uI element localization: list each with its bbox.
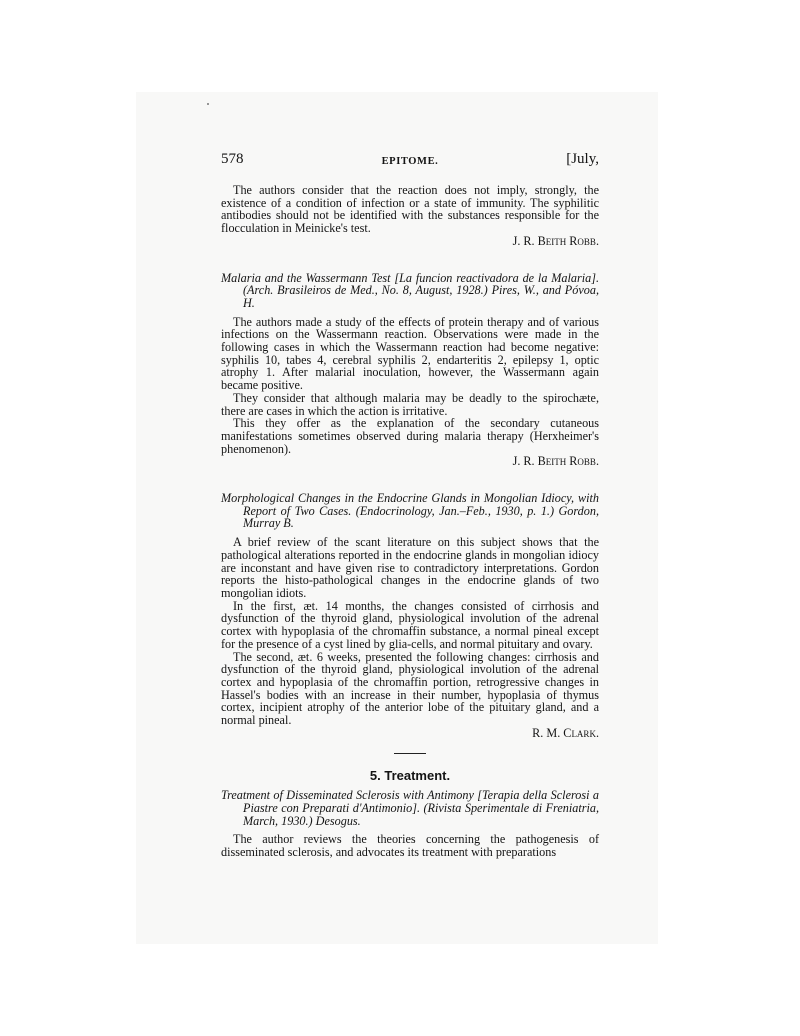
article-authors: Pires, W., and Póvoa, H. — [243, 283, 599, 310]
citation — [221, 272, 599, 310]
article-source: (Endocrinology, Jan.–Feb., 1930, p. 1.) — [355, 503, 555, 518]
running-title: EPITOME. — [381, 156, 439, 167]
issue-label: [July, — [566, 151, 599, 167]
scan-speck — [207, 103, 209, 105]
abstract-paragraph: The authors made a study of the effects of protein therapy and of various infections on the Wassermann reaction. Observations were made in the following cases in which the Wassermann reaction had become negative: syphilis 10, tabes 4, cerebral syphilis 2, endarteritis 2, epilepsy 1, optic atrophy 1. After malarial inoculation, however, the Wassermann again became positive. — [221, 314, 599, 393]
section-divider — [394, 753, 426, 754]
abstract-mongolian-idiocy — [221, 492, 599, 739]
abstract-paragraph: In the first, æt. 14 months, the changes consisted of cirrhosis and dysfunction of the thyroid gland, physiological involution of the adrenal cortex with hypoplasia of the chromaffin substance, a normal pineal except for the presence of a cyst lined by glia-cells, and normal pituitary and ovary. — [221, 598, 599, 651]
page-header — [221, 150, 599, 170]
abstract-paragraph: The author reviews the theories concerning the pathogenesis of disseminated sclerosis, and advocates its treatment with preparations — [221, 832, 599, 859]
article-authors: Gordon, Murray B. — [243, 503, 599, 531]
abstract-antimony — [221, 789, 599, 859]
text-column — [221, 150, 599, 859]
abstract-paragraph: A brief review of the scant literature on this subject shows that the pathological alterations reported in the endocrine glands in mongolian idiocy are inconstant and have given rise to contradictory interpretations. Gordon reports the histo-pathological changes in the endocrine glands of two mongolian idiots. — [221, 535, 599, 600]
abstract-paragraph: They consider that although malaria may be deadly to the spirochæte, there are cases in which the action is irritative. — [221, 390, 599, 418]
article-authors: Desogus. — [315, 813, 361, 828]
section-heading: 5. Treatment. — [369, 768, 451, 784]
article-source: (Arch. Brasileiros de Med., No. 8, August, 1928.) — [243, 283, 488, 298]
article-title: Treatment of Disseminated Sclerosis with Antimony [Terapia della Sclerosi a Piastre con Preparati d'Antimonio]. — [221, 788, 599, 815]
author-signature: J. R. Beith Robb. — [512, 454, 599, 469]
abstract-paragraph: This they offer as the explanation of the secondary cutaneous manifestations sometimes observed during malaria therapy (Herxheimer's phenomenon). — [221, 416, 599, 456]
page-number: 578 — [221, 151, 244, 167]
abstract-reaction — [221, 184, 599, 248]
citation — [221, 789, 599, 827]
citation — [221, 492, 599, 530]
article-title: Malaria and the Wassermann Test [La funcion reactivadora de la Malaria]. — [221, 270, 599, 285]
author-signature: R. M. Clark. — [532, 725, 599, 740]
abstract-malaria — [221, 272, 599, 469]
abstract-paragraph: The second, æt. 6 weeks, presented the following changes: cirrhosis and dysfunction of the thyroid gland, physiological involution of the adrenal cortex and hypoplasia of the chromaffin portion, retrogressive changes in Hassel's bodies with an increase in their number, hypoplasia of thymus cortex, incipient atrophy of the anterior lobe of the pituitary gland, and a normal pineal. — [221, 649, 599, 728]
author-signature: J. R. Beith Robb. — [512, 233, 599, 248]
article-title: Morphological Changes in the Endocrine Glands in Mongolian Idiocy, with Report of Two Cases. — [221, 491, 599, 518]
abstract-paragraph: The authors consider that the reaction does not imply, strongly, the existence of a condition of infection or a state of immunity. The syphilitic antibodies should not be identified with the substances responsible for the flocculation in Meinicke's test. — [221, 183, 599, 236]
article-source: (Rivista Sperimentale di Freniatria, March, 1930.) — [243, 800, 599, 828]
